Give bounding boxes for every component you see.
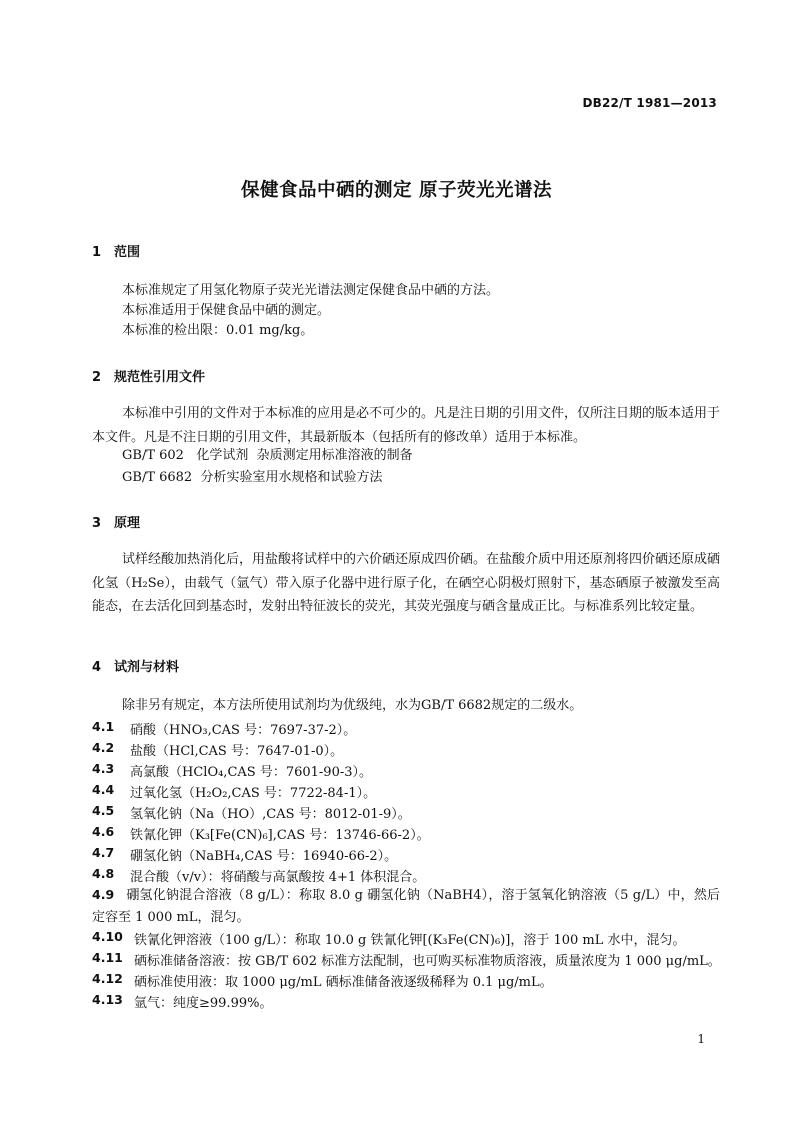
reagent-item (92, 719, 357, 738)
section-3-paragraph: 试样经酸加热消化后，用盐酸将试样中的六价硒还原成四价硒。在盐酸介质中用还原剂将四价硒还原成硒化氢（H₂Se），由载气（氩气）带入原子化器中进行原子化，在硒空心阴极灯照射下，基态硒原子被激发至高能态，在去活化回到基态时，发射出特征波长的荧光，其荧光强度与硒含量成正比。与标准系列比较定量。 (92, 552, 721, 614)
section-title: 原理 (114, 516, 141, 531)
reagent-item (92, 992, 273, 1011)
page-number: 1 (697, 1032, 705, 1046)
reagent-item (92, 845, 398, 864)
section-title: 范围 (114, 245, 141, 260)
reagent-item (92, 761, 372, 780)
item-number: 4.3 (92, 761, 115, 776)
item-number: 4.7 (92, 845, 115, 860)
scope-line: 本标准适用于保健食品中硒的测定。 (122, 303, 331, 318)
reference-item: GB/T 602 化学试剂 杂质测定用标准溶液的制备 (122, 448, 413, 463)
item-text: 硼氢化钠（NaBH₄,CAS 号：16940-66-2）。 (130, 849, 398, 864)
item-text: 硒标准储备溶液：按 GB/T 602 标准方法配制，也可购买标准物质溶液，质量浓度为 1 000 μg/mL。 (134, 954, 721, 969)
item-text: 过氧化氢（H₂O₂,CAS 号：7722-84-1）。 (130, 786, 377, 801)
item-text: 硒标准使用液：取 1000 μg/mL 硒标准储备液逐级稀释为 0.1 μg/mL。 (134, 975, 553, 990)
section-2-heading (92, 366, 205, 385)
section-number: 2 (92, 370, 102, 385)
page-title: 保健食品中硒的测定 原子荧光光谱法 (241, 180, 552, 201)
reagent-item (92, 950, 721, 969)
section-number: 1 (92, 245, 102, 260)
item-number: 4.6 (92, 824, 115, 839)
item-text: 氩气：纯度≥99.99%。 (134, 996, 273, 1011)
reagent-item (92, 740, 344, 759)
item-text: 高氯酸（HClO₄,CAS 号：7601-90-3）。 (130, 765, 372, 780)
item-number: 4.13 (92, 992, 123, 1007)
item-text: 铁氰化钾（K₃[Fe(CN)₆],CAS 号：13746-66-2）。 (130, 828, 430, 843)
section-4-heading (92, 656, 179, 675)
reagent-item (92, 929, 686, 948)
section-3-heading (92, 512, 140, 531)
item-number: 4.10 (92, 929, 123, 944)
section-number: 4 (92, 660, 102, 675)
reagent-item (92, 803, 411, 822)
reagent-item (92, 884, 720, 929)
scope-line: 本标准的检出限：0.01 mg/kg。 (122, 323, 314, 338)
reagent-item (92, 782, 377, 801)
section-number: 3 (92, 516, 102, 531)
reagent-item (92, 824, 430, 843)
item-number: 4.11 (92, 950, 123, 965)
reference-item: GB/T 6682 分析实验室用水规格和试验方法 (122, 470, 383, 485)
item-number: 4.2 (92, 740, 115, 755)
item-number: 4.4 (92, 782, 115, 797)
scope-line: 本标准规定了用氢化物原子荧光光谱法测定保健食品中硒的方法。 (122, 283, 500, 298)
item-number: 4.1 (92, 719, 115, 734)
item-text: 硼氢化钠混合溶液（8 g/L）：称取 8.0 g 硼氢化钠（NaBH4），溶于氢氧化钠溶液（5 g/L）中，然后定容至 1 000 mL，混匀。 (92, 888, 720, 925)
reagent-item (92, 971, 553, 990)
section-4-intro: 除非另有规定，本方法所使用试剂均为优级纯，水为GB/T 6682规定的二级水。 (122, 698, 583, 713)
standard-code: DB22/T 1981—2013 (582, 96, 717, 110)
section-title: 规范性引用文件 (114, 370, 206, 385)
item-number: 4.9 (92, 887, 115, 902)
item-number: 4.12 (92, 971, 123, 986)
reagent-item (92, 866, 426, 885)
item-number: 4.8 (92, 866, 115, 881)
section-1-heading (92, 241, 140, 260)
item-text: 盐酸（HCl,CAS 号：7647-01-0）。 (130, 744, 344, 759)
item-text: 氢氧化钠（Na（HO）,CAS 号：8012-01-9）。 (130, 807, 411, 822)
item-text: 铁氰化钾溶液（100 g/L）：称取 10.0 g 铁氰化钾[(K₃Fe(CN)₆)]，溶于 100 mL 水中，混匀。 (134, 933, 686, 948)
section-title: 试剂与材料 (114, 660, 180, 675)
item-number: 4.5 (92, 803, 115, 818)
item-text: 混合酸（v/v）：将硝酸与高氯酸按 4+1 体积混合。 (130, 870, 426, 885)
section-2-paragraph: 本标准中引用的文件对于本标准的应用是必不可少的。凡是注日期的引用文件，仅所注日期的版本适用于本文件。凡是不注日期的引用文件，其最新版本（包括所有的修改单）适用于本标准。 (92, 406, 721, 445)
item-text: 硝酸（HNO₃,CAS 号：7697-37-2）。 (130, 723, 357, 738)
